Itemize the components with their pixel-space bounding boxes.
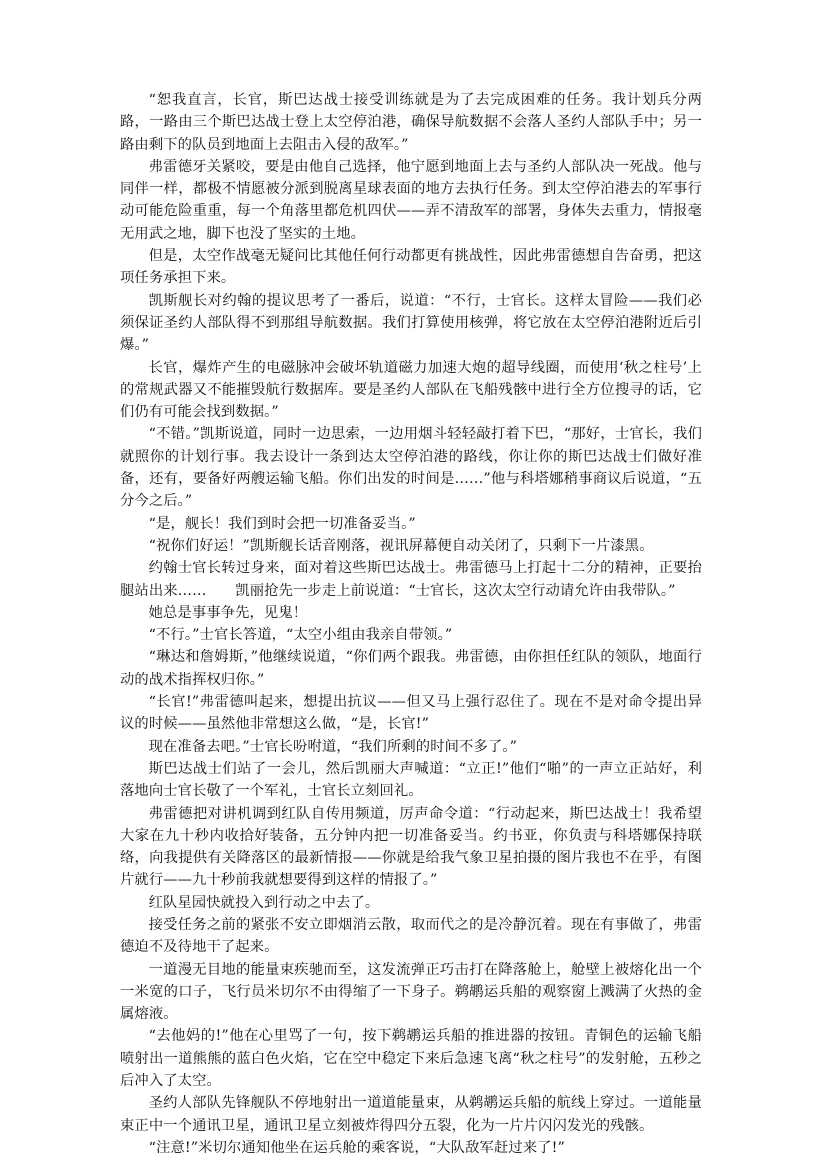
paragraph: 她总是事事争先，见鬼！ bbox=[148, 604, 308, 621]
paragraph: 约翰士官长转过身来，面对着这些斯巴达战士。弗雷德马上打起十二分的精神，正要抬腿站出来…… 凯丽抢先一步走上前说道：“士官长，这次太空行动请允许由我带队。” bbox=[120, 560, 702, 599]
paragraph: 但是，太空作战毫无疑问比其他任何行动都更有挑战性，因此弗雷德想自告奋勇，把这项任务承担下来。 bbox=[120, 248, 702, 287]
paragraph: 斯巴达战士们站了一会儿，然后凯丽大声喊道：“立正!”他们“啪”的一声立正站好，利落地向士官长敬了一个军礼，士官长立刻回礼。 bbox=[120, 760, 702, 800]
paragraph: 凯斯舰长对约翰的提议思考了一番后，说道：“不行，士官长。这样太冒险——我们必须保证圣约人部队得不到那组导航数据。我们打算使用核弹，将它放在太空停泊港附近后引爆。” bbox=[120, 292, 702, 354]
paragraph: “琳达和詹姆斯，”他继续说道，“你们两个跟我。弗雷德，由你担任红队的领队，地面行动的战术指挥权归你。” bbox=[120, 649, 702, 688]
paragraph: 弗雷德牙关紧咬，要是由他自己选择，他宁愿到地面上去与圣约人部队决一死战。他与同伴一样，都极不情愿被分派到脱离星球表面的地方去执行任务。到太空停泊港去的军事行动可能危险重重，每一个角落里都危机四伏——弄不清敌军的部署，身体失去重力，情报毫无用武之地，脚下也没了坚实的土地。 bbox=[120, 158, 702, 242]
paragraph: 红队星园快就投入到行动之中去了。 bbox=[148, 894, 380, 911]
paragraph: 现在准备去吧。”士官长吩咐道，“我们所剩的时间不多了。” bbox=[148, 738, 517, 755]
body-text bbox=[120, 89, 702, 1159]
paragraph: “恕我直言，长官，斯巴达战士接受训练就是为了去完成困难的任务。我计划兵分两路，一路由三个斯巴达战士登上太空停泊港，确保导航数据不会落人圣约人部队手中；另一路由剩下的队员到地面上去阻击入侵的敌军。” bbox=[120, 92, 702, 153]
paragraph: “注意!”米切尔通知他坐在运兵舱的乘客说，“大队敌军赶过来了!” bbox=[148, 1139, 565, 1156]
paragraph: “祝你们好运！”凯斯舰长话音刚落，视讯屏幕便自动关闭了，只剩下一片漆黑。 bbox=[148, 537, 654, 554]
paragraph: “长官!”弗雷德叫起来，想提出抗议——但又马上强行忍住了。现在不是对命令提出异议的时候——虽然他非常想这么做，“是，长官!” bbox=[120, 694, 702, 733]
paragraph: 一道漫无目地的能量束疾驰而至，这发流弹正巧击打在降落舱上，舱壁上被熔化出一个一米宽的口子，飞行员米切尔不由得缩了一下身子。鹈鹕运兵船的观察窗上溅满了火热的金属熔液。 bbox=[120, 961, 702, 1023]
paragraph: 圣约人部队先锋舰队不停地射出一道道能量束，从鹈鹕运兵船的航线上穿过。一道能量束正中一个通讯卫星，通讯卫星立刻被炸得四分五裂，化为一片片闪闪发光的残骸。 bbox=[120, 1095, 702, 1134]
paragraph: 长官，爆炸产生的电磁脉冲会破坏轨道磁力加速大炮的超导线圈，而使用‘秋之柱号’上的常规武器又不能摧毁航行数据库。要是圣约人部队在飞船残骸中进行全方位搜寻的话，它们仍有可能会找到数据。” bbox=[120, 359, 702, 421]
paragraph: “不行。”士官长答道，“太空小组由我亲自带领。” bbox=[148, 627, 453, 644]
paragraph: 弗雷德把对讲机调到红队自传用频道，厉声命令道：“行动起来，斯巴达战士！我希望大家在九十秒内收拾好装备，五分钟内把一切准备妥当。约书亚，你负责与科塔娜保持联络，向我提供有关降落区的最新情报——你就是给我气象卫星拍摄的图片我也不在乎，有图片就行——九十秒前我就想要得到这样的情报了。” bbox=[120, 805, 702, 889]
paragraph: 接受任务之前的紧张不安立即烟消云散，取而代之的是冷静沉着。现在有事做了，弗雷德迫不及待地干了起来。 bbox=[120, 916, 702, 956]
paragraph: “是，舰长！我们到时会把一切准备妥当。” bbox=[148, 515, 416, 532]
paragraph: “不错。”凯斯说道，同时一边思索，一边用烟斗轻轻敲打着下巴，“那好，士官长，我们就照你的计划行事。我去设计一条到达太空停泊港的路线，你让你的斯巴达战士们做好准备，还有，要备好两艘运输飞船。你们出发的时间是……”他与科塔娜稍事商议后说道，“五分今之后。” bbox=[120, 426, 702, 510]
paragraph: “去他妈的!”他在心里骂了一句，按下鹈鹕运兵船的推进器的按钮。青铜色的运输飞船喷射出一道熊熊的蓝白色火焰，它在空中稳定下来后急速飞离“秋之柱号”的发射舱，五秒之后冲入了太空。 bbox=[120, 1028, 702, 1090]
